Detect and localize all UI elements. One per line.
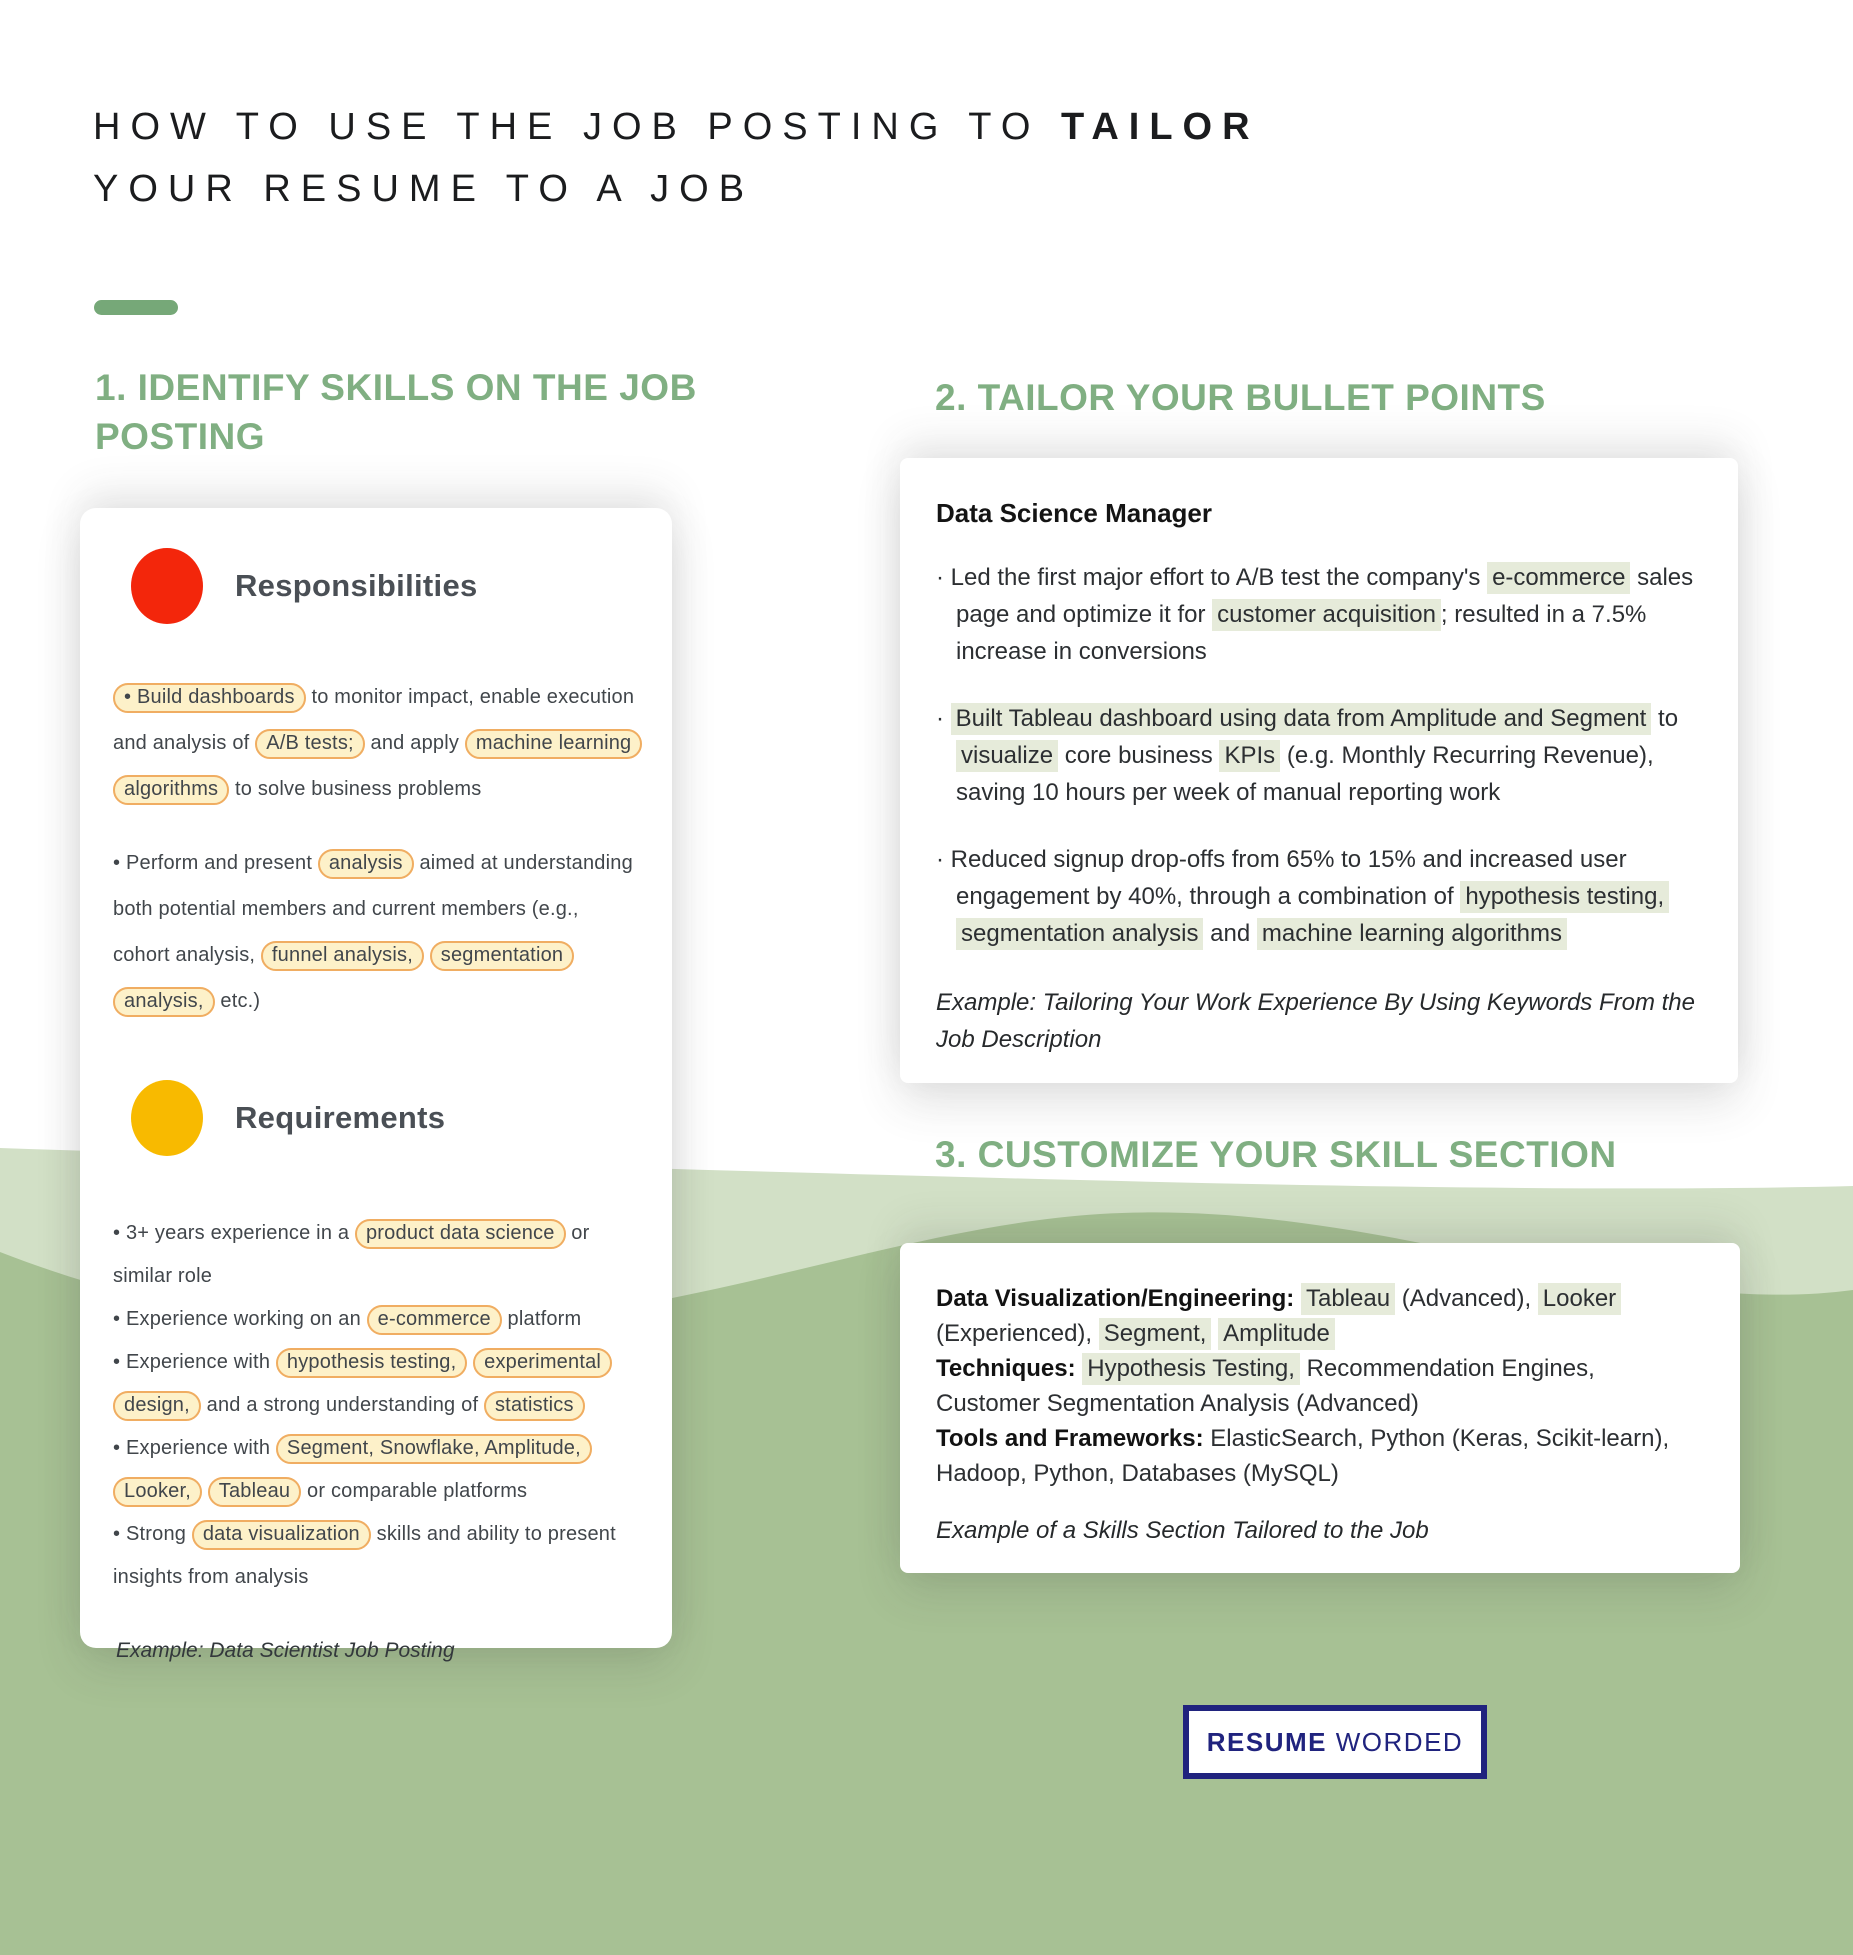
text-segment: sales page and optimize it for: [956, 564, 1694, 628]
text-segment: • Experience working on an: [113, 1308, 367, 1330]
responsibilities-label: Responsibilities: [235, 568, 478, 603]
job-posting-card: [80, 508, 672, 1662]
text-segment: • Perform and present: [113, 852, 318, 874]
text-segment: and a strong understanding of: [200, 1394, 484, 1416]
text-segment: to solve business problems: [229, 778, 482, 800]
text-segment: • Experience with: [113, 1437, 276, 1459]
highlighted-keyword: Amplitude: [1218, 1318, 1335, 1350]
text-segment: Recommendation Engines, Customer Segmentation Analysis (Advanced): [936, 1355, 1595, 1417]
highlighted-keyword: Built Tableau dashboard using data from Amplitude and Segment: [951, 703, 1652, 735]
requirement-item: [113, 1212, 639, 1298]
text-segment: (e.g. Monthly Recurring Revenue), saving 10 hours per week of manual reporting work: [956, 742, 1654, 806]
highlighted-keyword: funnel analysis,: [261, 941, 424, 971]
resume-bullet: [936, 559, 1702, 670]
highlighted-keyword: analysis: [318, 849, 414, 879]
text-segment: etc.): [214, 990, 261, 1012]
responsibility-item: [113, 674, 639, 812]
section2-heading: 2. TAILOR YOUR BULLET POINTS: [935, 377, 1546, 418]
job-posting-example-caption: Example: Data Scientist Job Posting: [116, 1639, 455, 1662]
highlighted-keyword: experimental design,: [113, 1348, 612, 1421]
resume-bullet: [936, 700, 1702, 811]
text-segment: (Advanced),: [1395, 1285, 1538, 1312]
requirement-item: [113, 1341, 639, 1427]
skills-line: [936, 1421, 1704, 1491]
text-segment: ·: [936, 705, 951, 732]
title-accent-dash: [94, 300, 178, 315]
text-segment: · Reduced signup drop-offs from 65% to 15% and increased user engagement by 40%, through a combination of: [936, 846, 1627, 910]
text-segment: [1294, 1285, 1301, 1312]
highlighted-keyword: machine learning algorithms: [113, 729, 642, 805]
skills-example-caption: Example of a Skills Section Tailored to the Job: [936, 1517, 1429, 1544]
text-segment: to monitor impact, enable execution and analysis of: [113, 686, 635, 754]
resume-bullet: [936, 841, 1702, 952]
highlighted-keyword: machine learning algorithms: [1257, 918, 1567, 950]
highlighted-keyword: Hypothesis Testing,: [1082, 1353, 1300, 1385]
highlighted-keyword: • Build dashboards: [113, 683, 306, 713]
highlighted-keyword: Segment,: [1099, 1318, 1212, 1350]
text-segment: ; resulted in a 7.5% increase in conversions: [956, 601, 1647, 665]
requirements-header: [131, 1080, 639, 1156]
highlighted-keyword: data visualization: [192, 1520, 371, 1550]
highlighted-keyword: segmentation analysis,: [113, 941, 574, 1017]
text-segment: and apply: [364, 732, 465, 754]
requirement-item: [113, 1427, 639, 1513]
highlighted-keyword: e-commerce: [367, 1305, 502, 1335]
highlighted-keyword: Segment, Snowflake, Amplitude, Looker,: [113, 1434, 592, 1507]
highlighted-keyword: hypothesis testing,: [276, 1348, 467, 1378]
highlighted-keyword: A/B tests;: [255, 729, 365, 759]
text-segment: ElasticSearch, Python (Keras, Scikit-learn), Hadoop, Python, Databases (MySQL): [936, 1425, 1670, 1487]
skills-line: [936, 1281, 1704, 1351]
highlighted-keyword: statistics: [484, 1391, 585, 1421]
highlighted-keyword: e-commerce: [1487, 562, 1630, 594]
text-segment: • 3+ years experience in a: [113, 1222, 355, 1244]
highlighted-keyword: Tableau: [208, 1477, 301, 1507]
page-title-line2: YOUR RESUME TO A JOB: [93, 168, 755, 210]
text-segment: Tools and Frameworks:: [936, 1425, 1204, 1452]
highlighted-keyword: customer acquisition: [1212, 599, 1441, 631]
highlighted-keyword: Looker: [1538, 1283, 1621, 1315]
requirement-item: [113, 1513, 639, 1599]
section1-heading: 1. IDENTIFY SKILLS ON THE JOB POSTING: [95, 367, 697, 457]
brand-name-regular: WORDED: [1327, 1726, 1464, 1757]
text-segment: or similar role: [113, 1222, 590, 1287]
highlighted-keyword: product data science: [355, 1219, 566, 1249]
text-segment: aimed at understanding both potential members and current members (e.g., cohort analysis,: [113, 852, 633, 966]
text-segment: HOW TO USE THE JOB POSTING TO: [93, 106, 1061, 148]
red-circle-icon: [131, 548, 203, 624]
highlighted-keyword: visualize: [956, 740, 1058, 772]
highlighted-keyword: segmentation analysis: [956, 918, 1203, 950]
bullet-points-card: [900, 458, 1738, 1083]
text-segment: Techniques:: [936, 1355, 1076, 1382]
yellow-circle-icon: [131, 1080, 203, 1156]
requirements-label: Requirements: [235, 1100, 446, 1135]
text-segment: skills and ability to present insights from analysis: [113, 1523, 616, 1588]
text-segment: TAILOR: [1060, 106, 1260, 148]
text-segment: platform: [501, 1308, 582, 1330]
text-segment: • Strong: [113, 1523, 192, 1545]
responsibility-item: [113, 840, 639, 1024]
text-segment: [424, 944, 430, 966]
skills-section-card: [900, 1243, 1740, 1573]
brand-name-bold: RESUME: [1206, 1726, 1328, 1757]
text-segment: Data Visualization/Engineering:: [936, 1285, 1295, 1312]
text-segment: • Experience with: [113, 1351, 276, 1373]
bullet-points-example-caption: Example: Tailoring Your Work Experience By Using Keywords From the Job Description: [936, 989, 1695, 1053]
highlighted-keyword: KPIs: [1219, 740, 1280, 772]
resume-worded-logo: [1183, 1705, 1487, 1779]
highlighted-keyword: Tableau: [1301, 1283, 1395, 1315]
text-segment: core business: [1058, 742, 1220, 769]
text-segment: or comparable platforms: [301, 1480, 528, 1502]
skills-line: [936, 1351, 1704, 1421]
highlighted-keyword: hypothesis testing,: [1460, 881, 1669, 913]
text-segment: [202, 1480, 208, 1502]
text-segment: · Led the first major effort to A/B test the company's: [936, 564, 1488, 591]
section3-heading: 3. CUSTOMIZE YOUR SKILL SECTION: [935, 1134, 1617, 1175]
resume-job-title: Data Science Manager: [936, 498, 1213, 528]
text-segment: and: [1203, 920, 1257, 947]
page-title: [93, 96, 1260, 220]
text-segment: to: [1651, 705, 1679, 732]
requirement-item: [113, 1298, 639, 1341]
text-segment: (Experienced),: [936, 1320, 1099, 1347]
responsibilities-header: [131, 548, 639, 624]
page-title-line1: [93, 96, 1260, 158]
